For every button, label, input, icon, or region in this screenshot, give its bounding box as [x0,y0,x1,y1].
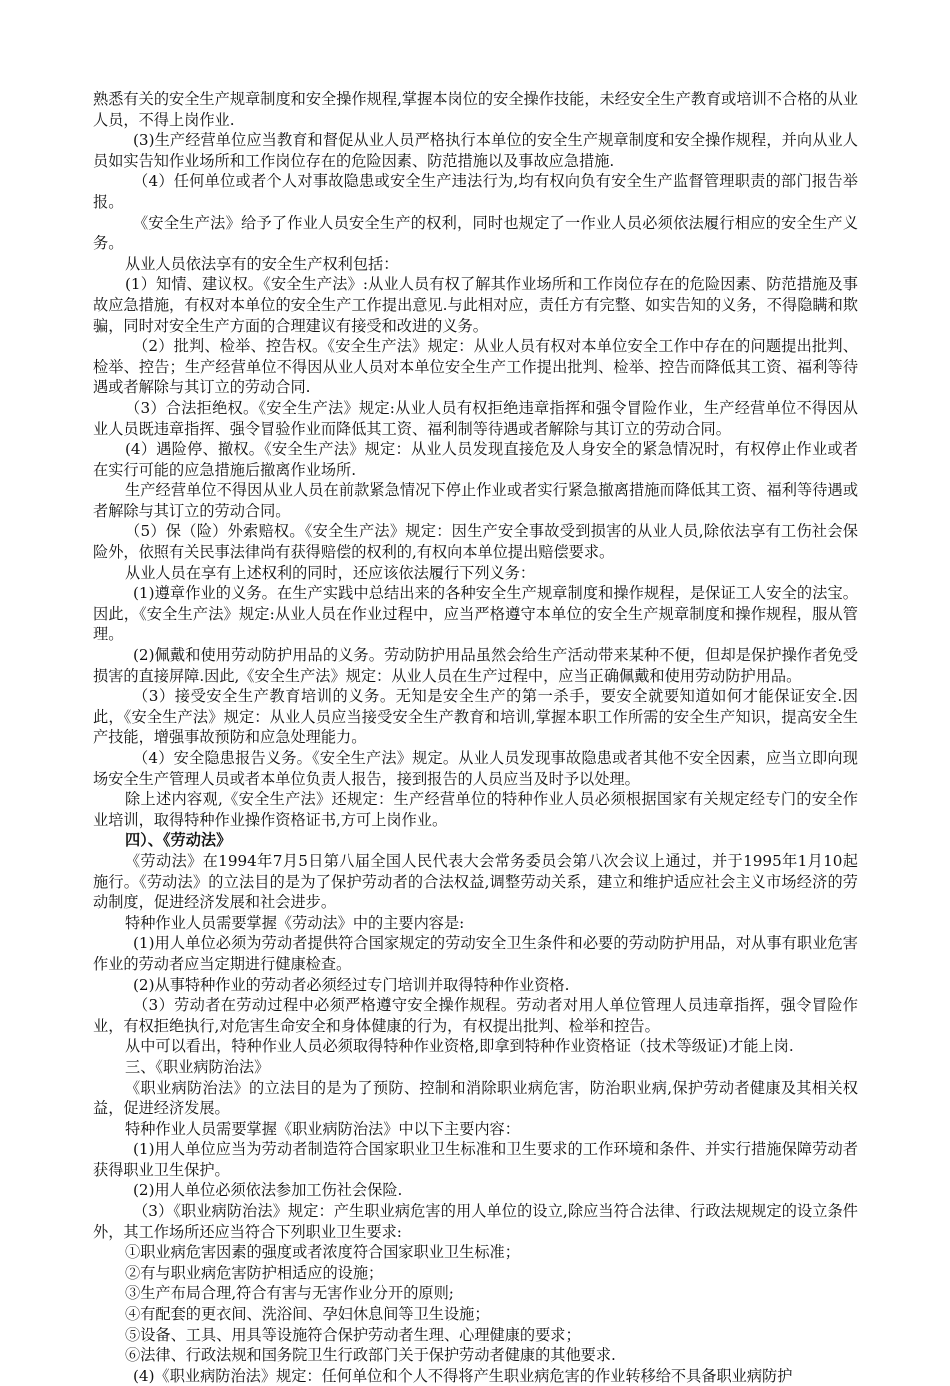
paragraph: （3）《职业病防治法》规定：产生职业病危害的用人单位的设立,除应当符合法律、行政法规规定的设立条件外，其工作场所还应当符合下列职业卫生要求: [93,1202,858,1241]
paragraph: (3)生产经营单位应当教育和督促从业人员严格执行本单位的安全生产规章制度和安全操作规程，并向从业人员如实告知作业场所和工作岗位存在的危险因素、防范措施以及事故应急措施. [93,131,858,170]
paragraph: 特种作业人员需要掌握《职业病防治法》中以下主要内容： [125,1119,520,1138]
list-item: ⑤设备、工具、用具等设施符合保护劳动者生理、心理健康的要求； [125,1325,581,1344]
list-item: ③生产布局合理,符合有害与无害作业分开的原则; [125,1284,454,1303]
paragraph: （3）劳动者在劳动过程中必须严格遵守安全操作规程。劳动者对用人单位管理人员违章指挥，强令冒险作业，有权拒绝执行,对危害生命安全和身体健康的行为，有权提出批判、检举和控告。 [93,996,858,1035]
paragraph: （4）安全隐患报告义务。《安全生产法》规定。从业人员发现事故隐患或者其他不安全因素，应当立即向现场安全生产管理人员或者本单位负责人报告，接到报告的人员应当及时予以处理。 [93,749,858,788]
paragraph: (2)佩戴和使用劳动防护用品的义务。劳动防护用品虽然会给生产活动带来某种不便，但却是保护操作者免受损害的直接屏障.因此,《安全生产法》规定：从业人员在生产过程中，应当正确佩戴和使用劳动防护用品。 [93,646,858,685]
paragraph: 《安全生产法》给予了作业人员安全生产的权利，同时也规定了一作业人员必须依法履行相应的安全生产义务。 [93,213,858,253]
section-heading: 三、《职业病防治法》 [125,1057,270,1076]
paragraph: (2)从事特种作业的劳动者必须经过专门培训并取得特种作业资格. [133,975,570,994]
paragraph: （5）保（险）外索赔权。《安全生产法》规定：因生产安全事故受到损害的从业人员,除依法享有工伤社会保险外，依照有关民事法律尚有获得赔偿的权利的,有权向本单位提出赔偿要求。 [93,522,858,562]
paragraph: （3）接受安全生产教育培训的义务。无知是安全生产的第一杀手，要安全就要知道如何才能保证安全.因此，《安全生产法》规定：从业人员应当接受安全生产教育和培训,掌握本职工作所需的安全生产知识，提高安全生产技能，增强事故预防和应急处理能力。 [93,687,858,747]
list-item: ②有与职业病危害防护相适应的设施； [125,1263,384,1282]
paragraph: （2）批判、检举、控告权。《安全生产法》规定：从业人员有权对本单位安全工作中存在的问题提出批判、检举、控告；生产经营单位不得因从业人员对本单位安全生产工作提出批判、检举、控告而降低其工资、福利等待遇或者解除与其订立的劳动合同. [93,337,858,397]
paragraph: (1)遵章作业的义务。在生产实践中总结出来的各种安全生产规章制度和操作规程，是保证工人安全的法宝。因此，《安全生产法》规定:从业人员在作业过程中，应当严格遵守本单位的安全生产规章制度和操作规程，服从管理。 [93,584,858,644]
paragraph: (2)用人单位必须依法参加工伤社会保险. [133,1181,403,1200]
paragraph: (4）遇险停、撤权。《安全生产法》规定：从业人员发现直接危及人身安全的紧急情况时，有权停止作业或者在实行可能的应急措施后撤离作业场所. [93,440,858,479]
paragraph: (1)用人单位必须为劳动者提供符合国家规定的劳动安全卫生条件和必要的劳动防护用品，对从事有职业危害作业的劳动者应当定期进行健康检查。 [93,934,858,973]
list-item: ④有配套的更衣间、洗浴间、孕妇休息间等卫生设施； [125,1305,490,1324]
paragraph: 生产经营单位不得因从业人员在前款紧急情况下停止作业或者实行紧急撤离措施而降低其工资、福利等待遇或者解除与其订立的劳动合同。 [93,481,858,520]
paragraph: 从中可以看出，特种作业人员必须取得特种作业资格,即拿到特种作业资格证（技术等级证)才能上岗. [125,1037,794,1056]
paragraph: （3）合法拒绝权。《安全生产法》规定:从业人员有权拒绝违章指挥和强令冒险作业，生产经营单位不得因从业人员既违章指挥、强令冒验作业而降低其工资、福利制等待遇或者解除与其订立的劳动合同。 [93,398,858,438]
list-item: ①职业病危害因素的强度或者浓度符合国家职业卫生标准； [125,1243,520,1262]
paragraph: 《劳动法》在1994年7月5日第八届全国人民代表大会常务委员会第八次会议上通过，并于1995年1月10起施行。《劳动法》的立法目的是为了保护劳动者的合法权益,调整劳动关系，建立和维护适应社会主义市场经济的劳动制度，促进经济发展和社会进步。 [93,851,858,912]
paragraph: 从业人员依法享有的安全生产权利包括： [125,254,399,273]
paragraph: 从业人员在享有上述权利的同时，还应该依法履行下列义务： [125,563,536,582]
paragraph: (4)《职业病防治法》规定：任何单位和个人不得将产生职业病危害的作业转移给不具备职业病防护 [133,1366,793,1385]
paragraph: (1)用人单位应当为劳动者制造符合国家职业卫生标准和卫生要求的工作环境和条件、并实行措施保障劳动者获得职业卫生保护。 [93,1140,858,1179]
paragraph: 熟悉有关的安全生产规章制度和安全操作规程,掌握本岗位的安全操作技能，未经安全生产教育或培训不合格的从业人员，不得上岗作业. [93,90,858,129]
paragraph: （4）任何单位或者个人对事故隐患或安全生产违法行为,均有权向负有安全生产监督管理职责的部门报告举报。 [93,172,858,211]
paragraph: 除上述内容观,《安全生产法》还规定：生产经营单位的特种作业人员必须根据国家有关规定经专门的安全作业培训，取得特种作业操作资格证书,方可上岗作业。 [93,790,858,829]
paragraph: 《职业病防治法》的立法目的是为了预防、控制和消除职业病危害，防治职业病,保护劳动者健康及其相关权益，促进经济发展。 [93,1078,858,1118]
paragraph: (1）知情、建议权。《安全生产法》:从业人员有权了解其作业场所和工作岗位存在的危险因素、防范措施及事故应急措施，有权对本单位的安全生产工作提出意见.与此相对应，责任方有完整、如实告知的义务，不得隐瞒和欺骗，同时对安全生产方面的合理建议有接受和改进的义务。 [93,275,858,335]
section-heading: 四）、《劳动法》 [125,831,232,850]
list-item: ⑥法律、行政法规和国务院卫生行政部门关于保护劳动者健康的其他要求. [125,1346,616,1365]
document-page [93,89,858,1386]
paragraph: 特种作业人员需要掌握《劳动法》中的主要内容是: [125,913,465,932]
